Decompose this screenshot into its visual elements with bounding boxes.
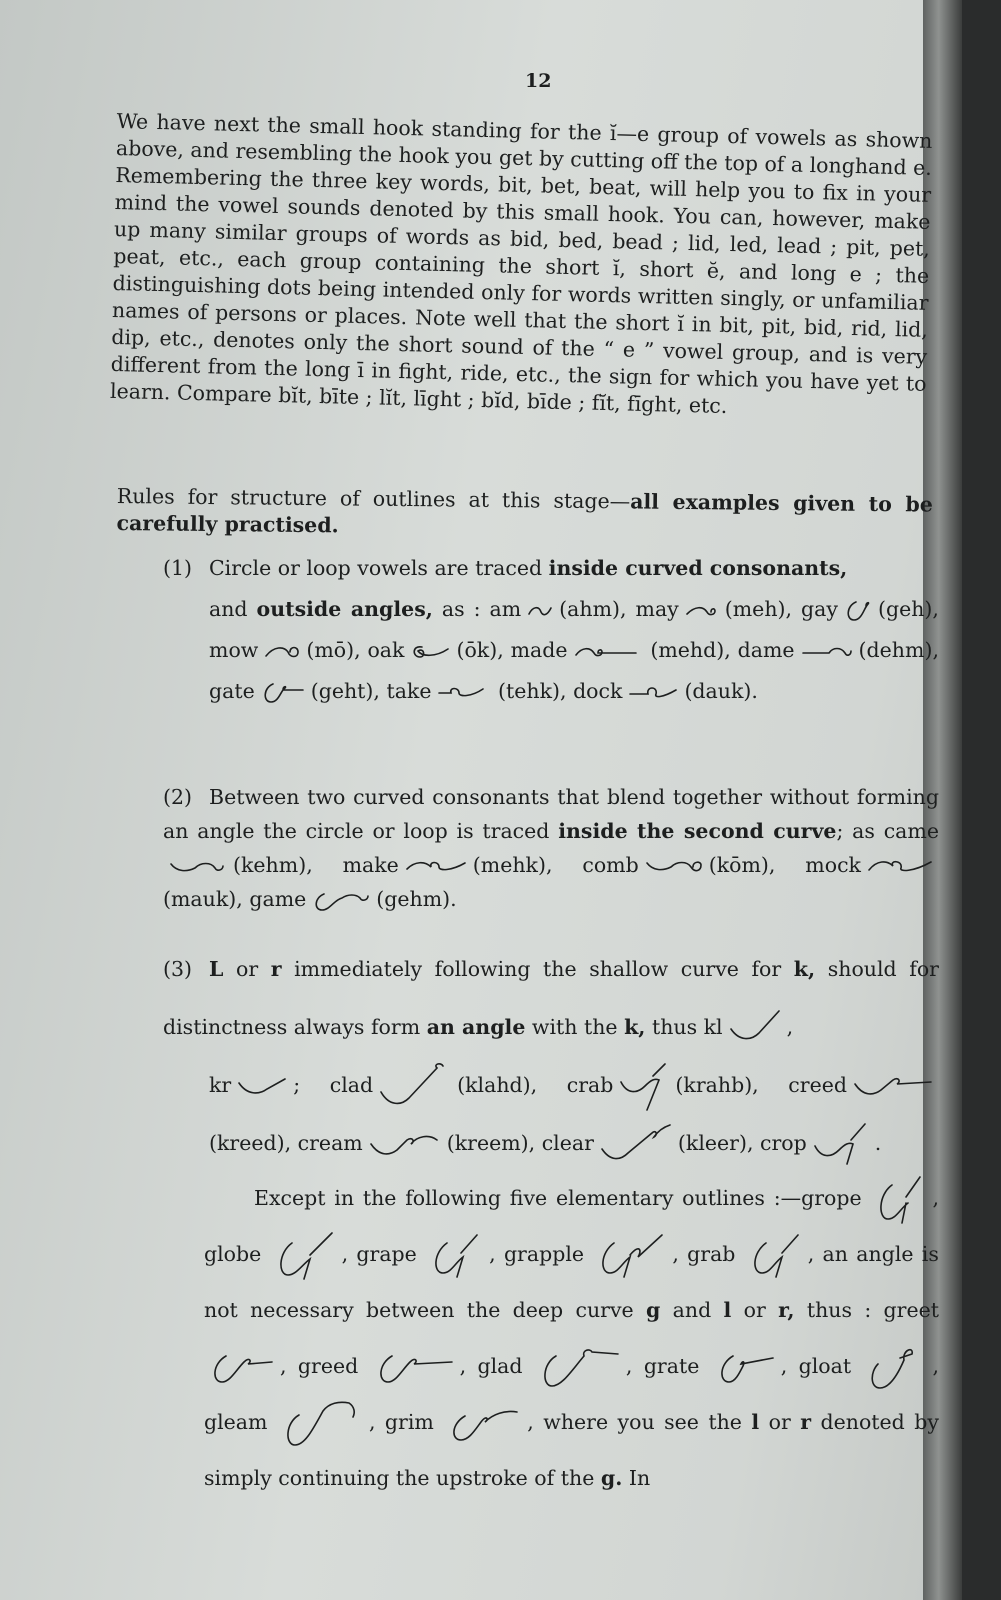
rule-bold: l xyxy=(723,1298,732,1322)
example xyxy=(511,638,644,662)
example-sep: , xyxy=(527,1410,534,1434)
shorthand-gleam-icon xyxy=(283,1399,363,1449)
rule-bold: L xyxy=(209,957,224,981)
example-sep: , xyxy=(672,1242,679,1266)
example-sep: , xyxy=(368,1410,376,1434)
rule-bold: k, xyxy=(793,957,816,981)
example-sound: (mehk), xyxy=(472,853,553,877)
rule-text: Between two curved consonants that blend together without forming an angle the circle or loop is traced xyxy=(163,785,939,843)
shorthand-grope-icon xyxy=(876,1175,926,1225)
example-sound: (kehm), xyxy=(233,853,313,877)
example xyxy=(489,597,626,621)
rule-text: with the xyxy=(531,1015,618,1039)
example-sound: (geh), xyxy=(877,597,939,621)
except-paragraph xyxy=(204,1170,939,1506)
shorthand-globe-icon xyxy=(276,1231,336,1281)
example-sound: (ōk), xyxy=(456,638,504,662)
example-word: glad xyxy=(477,1354,523,1378)
shorthand-take-icon xyxy=(437,685,485,701)
example-sound: . xyxy=(874,1131,882,1155)
shorthand-game-icon xyxy=(312,890,370,912)
example-sound: (meh), xyxy=(724,597,793,621)
shorthand-came-icon xyxy=(169,860,227,874)
example-word: crab xyxy=(566,1073,614,1097)
shorthand-gay-icon xyxy=(844,600,872,622)
example-sound: (mehd), xyxy=(650,638,731,662)
shorthand-crab-icon xyxy=(619,1062,669,1112)
rule-3 xyxy=(163,940,939,1172)
example xyxy=(636,597,793,621)
rule-text: as : xyxy=(441,597,481,621)
example-sound: (gehm). xyxy=(376,887,457,911)
example-word: kr xyxy=(209,1073,232,1097)
rule-text: immediately following the shallow curve for xyxy=(294,957,782,981)
shorthand-dame-icon xyxy=(801,645,853,659)
example-word: mow xyxy=(209,638,259,662)
rule-bold: r xyxy=(800,1410,812,1434)
example xyxy=(209,679,380,703)
rule-bold: an angle xyxy=(426,1015,526,1039)
example-sep: , xyxy=(932,1186,939,1210)
rule-text: and xyxy=(209,597,248,621)
rule-text: In xyxy=(628,1466,651,1490)
shorthand-grape-icon xyxy=(431,1233,483,1279)
rule-bold: g. xyxy=(600,1466,623,1490)
rule-text: ; as xyxy=(836,819,875,843)
rule-text: thus kl xyxy=(651,1015,723,1039)
example xyxy=(738,638,939,662)
shorthand-dock-icon xyxy=(628,684,678,702)
shorthand-may-icon xyxy=(685,604,719,618)
rule-number: (2) xyxy=(163,785,193,809)
rule-1-body xyxy=(209,589,939,712)
example-sound: (dehm), xyxy=(858,638,939,662)
example-word: gleam xyxy=(204,1410,268,1434)
example-word: grape xyxy=(356,1242,417,1266)
example-word: gay xyxy=(801,597,838,621)
example-sound: (mō), xyxy=(306,638,361,662)
example-sound: (geht), xyxy=(310,679,380,703)
example xyxy=(573,679,758,703)
example xyxy=(582,853,775,877)
example-sep: , xyxy=(780,1354,788,1378)
example-word: oak xyxy=(367,638,405,662)
rule-number: (1) xyxy=(163,556,193,580)
example-word: dame xyxy=(737,638,795,662)
shorthand-glad-icon xyxy=(540,1346,620,1390)
example-word: gate xyxy=(209,679,255,703)
rule-bold: r xyxy=(270,957,282,981)
shorthand-crop-icon xyxy=(813,1122,869,1168)
rule-text: and xyxy=(672,1298,712,1322)
example-word: came xyxy=(883,819,939,843)
example xyxy=(330,1073,537,1097)
example-sound: (mauk), xyxy=(163,887,243,911)
example-sep: , xyxy=(625,1354,633,1378)
example-sound: (kōm), xyxy=(708,853,776,877)
rule-text: or xyxy=(768,1410,791,1434)
example xyxy=(367,638,503,662)
rule-text: an angle is not necessary between the deep curve xyxy=(204,1242,939,1322)
example-sep: , xyxy=(489,1242,496,1266)
shorthand-grim-icon xyxy=(449,1406,521,1442)
rule-text: Circle or loop vowels are traced xyxy=(209,556,543,580)
example-sep: , xyxy=(280,1354,287,1378)
rule-bold: inside curved consonants, xyxy=(548,556,848,580)
example-sound: (krahb), xyxy=(675,1073,759,1097)
shorthand-made-icon xyxy=(574,645,638,659)
example-word: globe xyxy=(204,1242,262,1266)
shorthand-kr-icon xyxy=(237,1075,287,1099)
example-sep: , xyxy=(807,1242,815,1266)
rule-text: denoted by simply continuing the upstroke of the xyxy=(204,1410,939,1490)
rule-bold: outside angles, xyxy=(256,597,433,621)
shorthand-am-icon xyxy=(527,604,553,618)
shorthand-gate-icon xyxy=(261,682,305,704)
shorthand-greed-icon xyxy=(376,1350,454,1386)
shorthand-grate-icon xyxy=(717,1350,775,1386)
rules-intro-bold: all examples given to be carefully practised. xyxy=(116,489,933,538)
example xyxy=(209,638,361,662)
example-sound: (kreed), xyxy=(209,1131,292,1155)
example-sound: (dauk). xyxy=(684,679,758,703)
example-word: greed xyxy=(297,1354,359,1378)
rule-text: or xyxy=(236,957,259,981)
rule-text: thus : xyxy=(806,1298,872,1322)
rules-intro-text: Rules for structure of outlines at this stage— xyxy=(116,483,631,514)
shorthand-creed-icon xyxy=(853,1072,933,1102)
example-word: game xyxy=(249,887,307,911)
example-word: clear xyxy=(541,1131,594,1155)
shorthand-grapple-icon xyxy=(598,1233,666,1279)
rule-text: Except in the following five elementary outlines :— xyxy=(254,1186,802,1210)
example-word: grate xyxy=(643,1354,700,1378)
example xyxy=(209,1073,300,1097)
example-word: dock xyxy=(573,679,623,703)
shorthand-mow-icon xyxy=(264,644,300,660)
rule-2 xyxy=(163,780,939,916)
example-word: make xyxy=(342,853,399,877)
example-word: cream xyxy=(297,1131,363,1155)
rule-text: , xyxy=(786,1015,794,1039)
rule-text: where you see the xyxy=(543,1410,742,1434)
example xyxy=(249,887,456,911)
shorthand-clear-icon xyxy=(600,1123,672,1167)
example-word: take xyxy=(386,679,432,703)
page-number: 12 xyxy=(525,70,552,92)
example xyxy=(298,1131,536,1155)
example xyxy=(760,1131,881,1155)
rule-1 xyxy=(163,548,939,712)
example-word: am xyxy=(489,597,522,621)
shorthand-gloat-icon xyxy=(868,1344,926,1392)
shorthand-clad-icon xyxy=(379,1062,451,1112)
example xyxy=(542,1131,754,1155)
example-word: mock xyxy=(805,853,861,877)
shorthand-grab-icon xyxy=(750,1233,802,1279)
example xyxy=(567,1073,759,1097)
shorthand-mock-icon xyxy=(867,858,933,876)
shorthand-make-icon xyxy=(405,859,467,875)
intro-paragraph: We have next the small hook standing for the ĭ—e group of vowels as shown above, and resembling the hook you get by cutting off the top of a longhand e. Remembering the three key words, bit, bet, beat, will help you to fix in your mind the vowel sounds denoted by this small hook. You can, however, make up many similar groups of words as bid, bed, bead ; lid, led, lead ; pit, pet, peat, etc., each group containing the short ĭ, short ĕ, and long e ; the distinguishing dots being intended only for words written singly, or unfamiliar names of persons or places. Note well that the short ĭ in bit, pit, bid, rid, lid, dip, etc., denotes only the short sound of the “ e ” vowel group, and is very different from the long ī in fight, ride, etc., the sign for which you have yet to learn. Compare bĭt, bīte ; lĭt, līght ; bĭd, bīde ; fĭt, fīght, etc. xyxy=(109,108,933,418)
example-sep: , xyxy=(459,1354,467,1378)
example xyxy=(343,853,553,877)
example-word: grope xyxy=(801,1186,862,1210)
rule-number: (3) xyxy=(163,957,193,981)
example-word: clad xyxy=(329,1073,374,1097)
shorthand-kl-icon xyxy=(729,1009,781,1049)
example-word: creed xyxy=(788,1073,847,1097)
example xyxy=(801,597,939,621)
rule-bold: k, xyxy=(624,1015,646,1039)
example-sound: (tehk), xyxy=(498,679,567,703)
example-word: made xyxy=(510,638,568,662)
example-word: crop xyxy=(760,1131,807,1155)
rule-bold: l xyxy=(751,1410,760,1434)
rules-intro xyxy=(116,483,933,546)
shorthand-comb-icon xyxy=(645,859,703,875)
example-sound: (ahm), xyxy=(559,597,627,621)
example-word: greet xyxy=(883,1298,939,1322)
rule-bold: g xyxy=(645,1298,661,1322)
rule-text: should for distinctness always form xyxy=(163,957,939,1039)
example-sound: (kreem), xyxy=(446,1131,536,1155)
example xyxy=(788,1073,939,1097)
shorthand-oak-icon xyxy=(410,643,450,661)
example-sound: ; xyxy=(293,1073,301,1097)
example-word: may xyxy=(635,597,679,621)
example-word: grapple xyxy=(503,1242,585,1266)
example-word: grab xyxy=(687,1242,736,1266)
rule-text: or xyxy=(743,1298,766,1322)
example-word: grim xyxy=(384,1410,434,1434)
example xyxy=(386,679,491,703)
example-word: comb xyxy=(582,853,639,877)
example-sound: (klahd), xyxy=(457,1073,538,1097)
example-sep: , xyxy=(341,1242,349,1266)
rule-bold: inside the second curve xyxy=(558,819,837,843)
shorthand-cream-icon xyxy=(369,1130,441,1160)
shorthand-greet-icon xyxy=(210,1350,274,1386)
example-word: gloat xyxy=(798,1354,852,1378)
rule-3-body xyxy=(209,1056,939,1172)
rule-bold: r, xyxy=(778,1298,795,1322)
example-sep: , xyxy=(932,1354,939,1378)
example-sound: (kleer), xyxy=(677,1131,754,1155)
